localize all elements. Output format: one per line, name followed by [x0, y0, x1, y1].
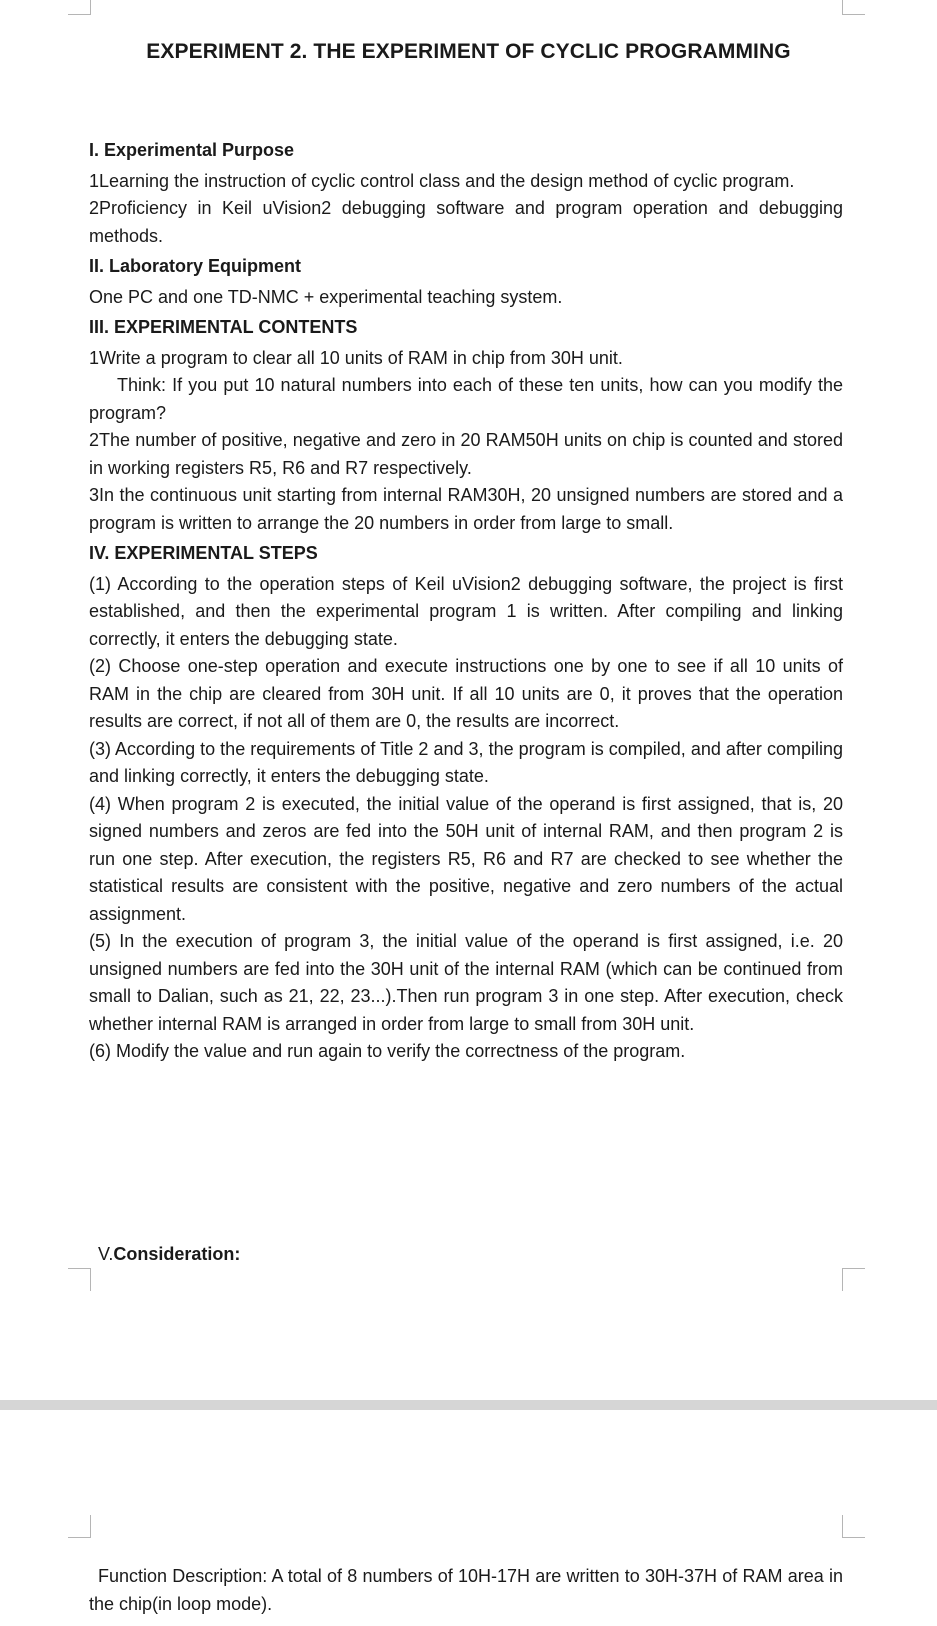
contents-paragraph-2: 2The number of positive, negative and zero in 20 RAM50H units on chip is counted and stored in working registers R5, R6 and R7 respectively.: [89, 430, 843, 478]
purpose-paragraph-2: 2Proficiency in Keil uVision2 debugging software and program operation and debugging methods.: [89, 198, 843, 246]
document-page-2: [0, 1410, 937, 1626]
heading-experimental-contents: III. EXPERIMENTAL CONTENTS: [89, 317, 358, 337]
contents-paragraph-1: 1Write a program to clear all 10 units of RAM in chip from 30H unit.: [89, 347, 623, 368]
crop-mark: [68, 1515, 91, 1538]
heading-consideration: [98, 1244, 240, 1265]
step-4: (4) When program 2 is executed, the initial value of the operand is first assigned, that is, 20 signed numbers and zeros are fed into the 50H unit of internal RAM, and then program 2 is run one step. After execution, the registers R5, R6 and R7 are checked to see whether the statistical results are consistent with the positive, negative and zero numbers of the actual assignment.: [89, 793, 843, 924]
heading-laboratory-equipment: II. Laboratory Equipment: [89, 256, 302, 276]
crop-mark: [68, 0, 91, 15]
page-title: EXPERIMENT 2. THE EXPERIMENT OF CYCLIC PROGRAMMING: [146, 40, 791, 63]
equipment-paragraph: One PC and one TD-NMC + experimental teaching system.: [89, 286, 563, 307]
crop-mark: [842, 0, 865, 15]
page-separator: [0, 1400, 937, 1410]
contents-think-paragraph: Think: If you put 10 natural numbers into each of these ten units, how can you modify the program?: [89, 375, 843, 423]
function-description: Function Description: A total of 8 numbers of 10H-17H are written to 30H-37H of RAM area in the chip(in loop mode).: [89, 1566, 843, 1614]
crop-mark: [842, 1515, 865, 1538]
document-body: [89, 134, 843, 1066]
crop-mark: [842, 1268, 865, 1291]
step-2: (2) Choose one-step operation and execute instructions one by one to see if all 10 units of RAM in the chip are cleared from 30H unit. If all 10 units are 0, it proves that the operation results are correct, if not all of them are 0, the results are incorrect.: [89, 656, 843, 731]
crop-mark: [68, 1268, 91, 1291]
consideration-prefix: V.: [98, 1244, 114, 1264]
step-3: (3) According to the requirements of Title 2 and 3, the program is compiled, and after compiling and linking correctly, it enters the debugging state.: [89, 738, 843, 786]
heading-experimental-purpose: I. Experimental Purpose: [89, 140, 295, 160]
step-1: (1) According to the operation steps of Keil uVision2 debugging software, the project is first established, and then the experimental program 1 is written. After compiling and linking correctly, it enters the debugging state.: [89, 573, 843, 649]
consideration-label: Consideration:: [113, 1244, 241, 1264]
step-6: (6) Modify the value and run again to verify the correctness of the program.: [89, 1041, 686, 1061]
step-5: (5) In the execution of program 3, the initial value of the operand is first assigned, i.e. 20 unsigned numbers are fed into the 30H unit of the internal RAM (which can be continued from small to Dalian, such as 21, 22, 23...).Then run program 3 in one step. After execution, check whether internal RAM is arranged in order from large to small from 30H unit.: [89, 931, 843, 1034]
contents-paragraph-3: 3In the continuous unit starting from internal RAM30H, 20 unsigned numbers are stored and a program is written to arrange the 20 numbers in order from large to small.: [89, 485, 843, 533]
heading-experimental-steps: IV. EXPERIMENTAL STEPS: [89, 543, 318, 563]
purpose-paragraph-1: 1Learning the instruction of cyclic control class and the design method of cyclic program.: [89, 170, 795, 191]
